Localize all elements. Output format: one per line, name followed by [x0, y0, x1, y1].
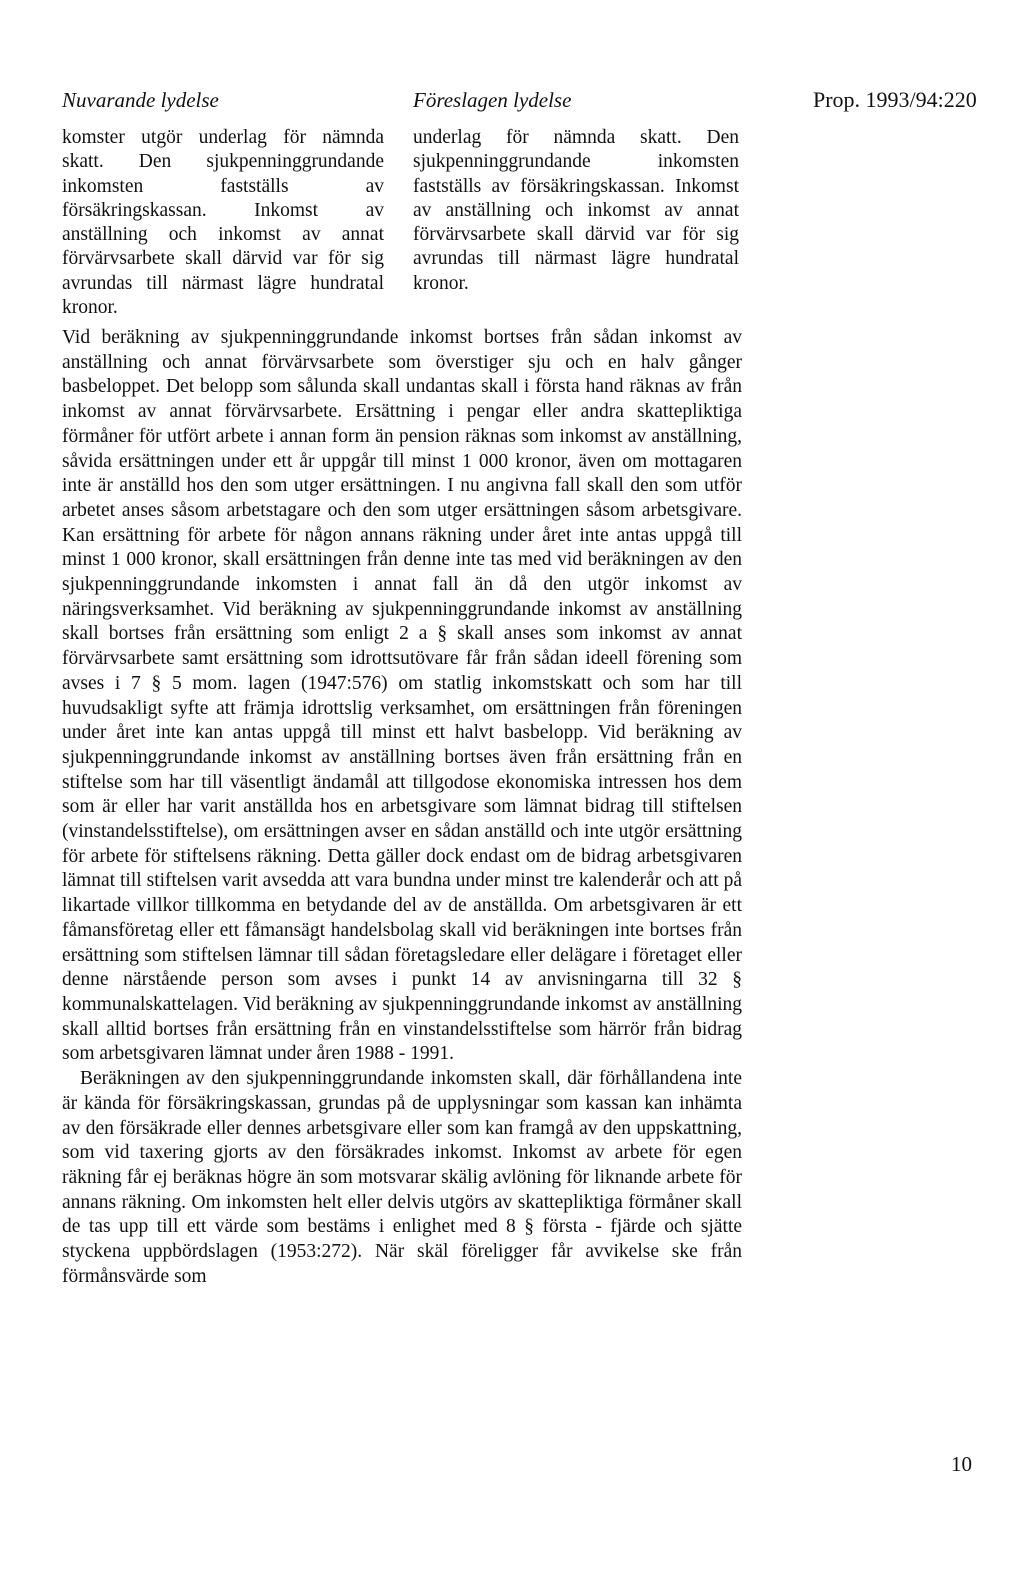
proposition-reference: Prop. 1993/94:220: [813, 87, 977, 112]
body-text: [62, 326, 742, 1289]
proposed-wording-column: underlag för nämnda skatt. Den sjukpenninggrundande inkomsten fastställs av försäkringskassan. Inkomst av anställning och inkomst av annat förvärvsarbete skall därvid var för sig avrundas till närmast lägre hundratal kronor.: [413, 127, 739, 294]
current-wording-column: komster utgör underlag för nämnda skatt. Den sjukpenninggrundande inkomsten fastställs av försäkringskassan. Inkomst av anställning och inkomst av annat förvärvsarbete skall därvid var för sig avrundas till närmast lägre hundratal kronor.: [62, 127, 384, 319]
page-number: 10: [951, 1452, 972, 1476]
body-paragraph-2: Beräkningen av den sjukpenninggrundande inkomsten skall, där förhållandena inte är kända för försäkringskassan, grundas på de upplysningar som kassan kan inhämta av den försäkrade eller dennes arbetsgivare eller som kan framgå av den uppskattning, som vid taxering gjorts av den försäkrades inkomst. Inkomst av arbete för egen räkning får ej beräknas högre än som motsvarar skälig avlöning för liknande arbete för annans räkning. Om inkomsten helt eller delvis utgörs av skattepliktiga förmåner skall de tas upp till ett värde som bestäms i enlighet med 8 § första - fjärde och sjätte styckena uppbördslagen (1953:272). När skäl föreligger får avvikelse ske från förmånsvärde som: [62, 1068, 742, 1287]
column-header-current: Nuvarande lydelse: [62, 88, 219, 112]
body-paragraph-1: Vid beräkning av sjukpenninggrundande inkomst bortses från sådan inkomst av anställning och annat förvärvsarbete som överstiger sju och en halv gånger basbeloppet. Det belopp som sålunda skall undantas skall i första hand räknas av från inkomst av annat förvärvsarbete. Ersättning i pengar eller andra skattepliktiga förmåner för utfört arbete i annan form än pension räknas som inkomst av anställning, såvida ersättningen under ett år uppgår till minst 1 000 kronor, även om mottagaren inte är anställd hos den som utger ersättningen. I nu angivna fall skall den som utför arbetet anses såsom arbetstagare och den som utger ersättningen såsom arbetsgivare. Kan ersättning för arbete för någon annans räkning under året inte antas uppgå till minst 1 000 kronor, skall ersättningen från denne inte tas med vid beräkningen av den sjukpenninggrundande inkomsten i annat fall än då den utgör inkomst av näringsverksamhet. Vid beräkning av sjukpenninggrundande inkomst av anställning skall bortses från ersättning som enligt 2 a § skall anses som inkomst av annat förvärvsarbete samt ersättning som idrottsutövare får från sådan ideell förening som avses i 7 § 5 mom. lagen (1947:576) om statlig inkomstskatt och som har till huvudsakligt syfte att främja idrottslig verksamhet, om ersättningen från föreningen under året inte kan antas uppgå till minst ett halvt basbelopp. Vid beräkning av sjukpenninggrundande inkomst av anställning bortses även från ersättning från en stiftelse som har till väsentligt ändamål att tillgodose ekonomiska intressen hos dem som är eller har varit anställda hos en arbetsgivare som lämnat bidrag till stiftelsen (vinstandelsstiftelse), om ersättningen avser en sådan anställd och inte utgör ersättning för arbete för stiftelsens räkning. Detta gäller dock endast om de bidrag arbetsgivaren lämnat till stiftelsen varit avsedda att vara bundna under minst tre kalenderår och att på likartade villkor tillkomma en betydande del av de anställda. Om arbetsgivaren är ett fåmansföretag eller ett fåmansägt handelsbolag skall vid beräkningen inte bortses från ersättning som stiftelsen lämnar till sådan företagsledare eller delägare i företaget eller denne närstående person som avses i punkt 14 av anvisningarna till 32 § kommunalskattelagen. Vid beräkning av sjukpenninggrundande inkomst av anställning skall alltid bortses från ersättning från en vinstandelsstiftelse som härrör från bidrag som arbetsgivaren lämnat under åren 1988 - 1991.: [62, 327, 742, 1065]
column-header-proposed: Föreslagen lydelse: [413, 88, 572, 112]
